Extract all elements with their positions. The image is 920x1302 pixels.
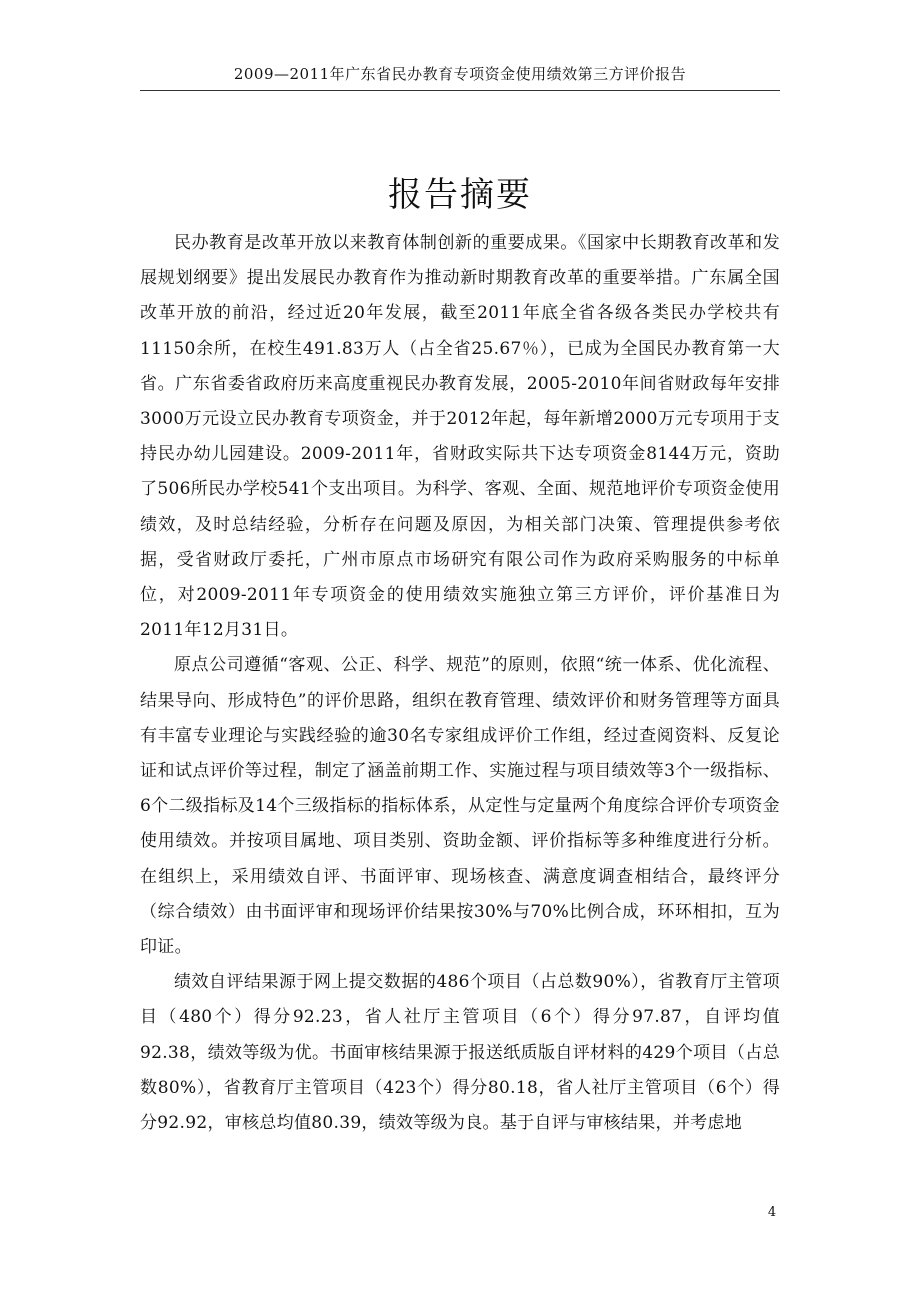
paragraph-3: 绩效自评结果源于网上提交数据的486个项目（占总数90%），省教育厅主管项目（480个）得分92.23，省人社厅主管项目（6个）得分97.87，自评均值92.38，绩效等级为优。书面审核结果源于报送纸质版自评材料的429个项目（占总数80%），省教育厅主管项目（423个）得分80.18，省人社厅主管项目（6个）得分92.92，审核总均值80.39，绩效等级为良。基于自评与审核结果，并考虑地: [140, 972, 780, 1134]
body-text: [140, 226, 780, 1141]
paragraph-1: 民办教育是改革开放以来教育体制创新的重要成果。《国家中长期教育改革和发展规划纲要》提出发展民办教育作为推动新时期教育改革的重要举措。广东属全国改革开放的前沿，经过近20年发展，截至2011年底全省各级各类民办学校共有11150余所，在校生491.83万人（占全省25.67％），已成为全国民办教育第一大省。广东省委省政府历来高度重视民办教育发展，2005-2010年间省财政每年安排3000万元设立民办教育专项资金，并于2012年起，每年新增2000万元专项用于支持民办幼儿园建设。2009-2011年，省财政实际共下达专项资金8144万元，资助了506所民办学校541个支出项目。为科学、客观、全面、规范地评价专项资金使用绩效，及时总结经验，分析存在问题及原因，为相关部门决策、管理提供参考依据，受省财政厅委托，广州市原点市场研究有限公司作为政府采购服务的中标单位，对2009-2011年专项资金的使用绩效实施独立第三方评价，评价基准日为2011年12月31日。: [140, 233, 780, 641]
running-header: 2009—2011年广东省民办教育专项资金使用绩效第三方评价报告: [233, 65, 687, 83]
header-divider: [140, 90, 780, 91]
paragraph-2: 原点公司遵循“客观、公正、科学、规范”的原则，依照“统一体系、优化流程、结果导向、形成特色”的评价思路，组织在教育管理、绩效评价和财务管理等方面具有丰富专业理论与实践经验的逾30名专家组成评价工作组，经过查阅资料、反复论证和试点评价等过程，制定了涵盖前期工作、实施过程与项目绩效等3个一级指标、6个二级指标及14个三级指标的指标体系，从定性与定量两个角度综合评价专项资金使用绩效。并按项目属地、项目类别、资助金额、评价指标等多种维度进行分析。在组织上，采用绩效自评、书面评审、现场核查、满意度调查相结合，最终评分（综合绩效）由书面评审和现场评价结果按30%与70%比例合成，环环相扣，互为印证。: [140, 655, 780, 958]
page-title: 报告摘要: [388, 174, 532, 215]
page-number: 4: [767, 1205, 777, 1220]
